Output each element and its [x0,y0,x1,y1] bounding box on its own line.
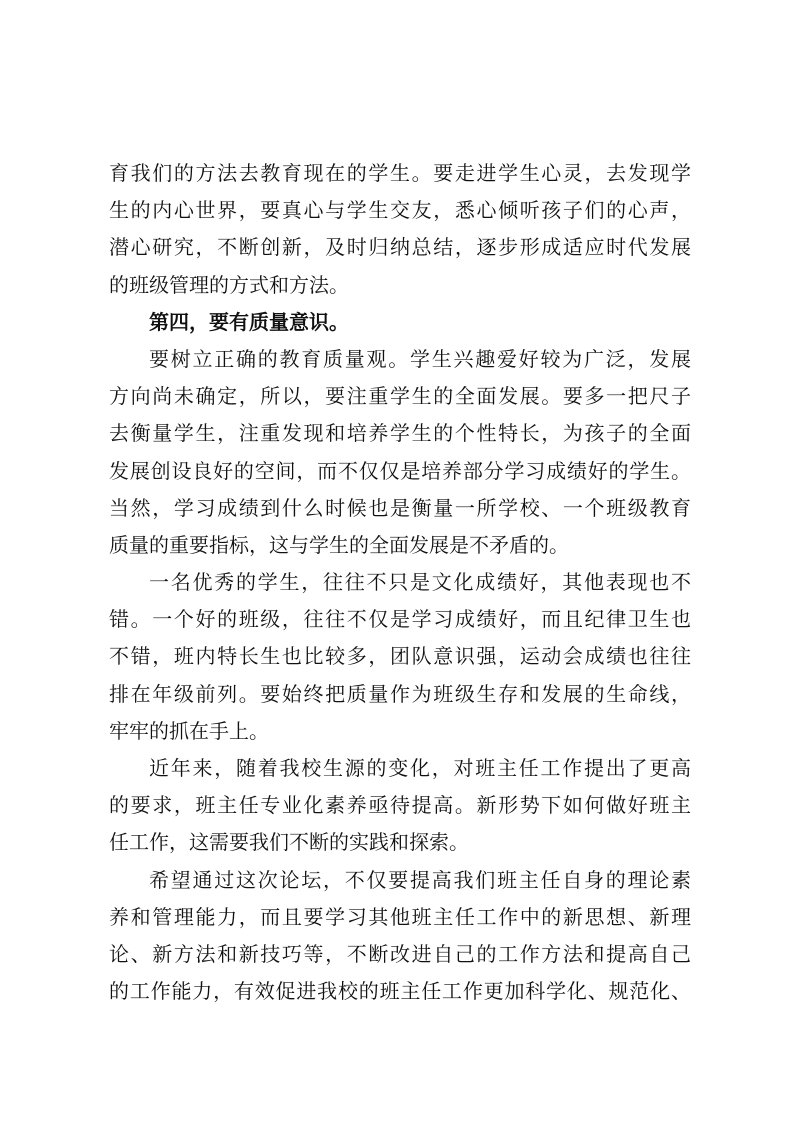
text-line: 排在年级前列。要始终把质量作为班级生存和发展的生命线， [109,681,691,706]
text-line: 近年来，随着我校生源的变化，对班主任工作提出了更高 [149,756,691,780]
text-line: 错。一个好的班级，往往不仅是学习成绩好，而且纪律卫生也 [109,607,691,632]
text-line: 育我们的方法去教育现在的学生。要走进学生心灵，去发现学 [109,161,691,185]
text-line: 希望通过这次论坛，不仅要提高我们班主任自身的理论素 [149,867,691,892]
text-line: 方向尚未确定，所以，要注重学生的全面发展。要多一把尺子 [109,384,691,409]
body-text [109,155,691,1010]
text-line: 的工作能力，有效促进我校的班主任工作更加科学化、规范化、 [109,979,691,1004]
section-heading: 第四，要有质量意识。 [149,309,349,334]
text-line: 生的内心世界，要真心与学生交友，悉心倾听孩子们的心声， [109,198,691,223]
text-line: 要树立正确的教育质量观。学生兴趣爱好较为广泛，发展 [149,346,691,371]
text-line: 养和管理能力，而且要学习其他班主任工作中的新思想、新理 [109,904,691,929]
text-line: 质量的重要指标，这与学生的全面发展是不矛盾的。 [109,532,569,557]
text-line: 潜心研究，不断创新，及时归纳总结，逐步形成适应时代发展 [109,235,691,260]
text-line: 牢牢的抓在手上。 [109,718,269,743]
text-line: 任工作，这需要我们不断的实践和探索。 [109,830,469,855]
text-line: 的班级管理的方式和方法。 [109,272,349,297]
text-line: 论、新方法和新技巧等，不断改进自己的工作方法和提高自己 [109,941,691,966]
text-line: 当然，学习成绩到什么时候也是衡量一所学校、一个班级教育 [109,495,691,520]
text-line: 发展创设良好的空间，而不仅仅是培养部分学习成绩好的学生。 [109,458,691,483]
text-line: 去衡量学生，注重发现和培养学生的个性特长，为孩子的全面 [109,421,691,446]
text-line: 一名优秀的学生，往往不只是文化成绩好，其他表现也不 [149,570,691,595]
text-line: 不错，班内特长生也比较多，团队意识强，运动会成绩也往往 [109,644,691,669]
text-line: 的要求，班主任专业化素养亟待提高。新形势下如何做好班主 [109,793,691,818]
